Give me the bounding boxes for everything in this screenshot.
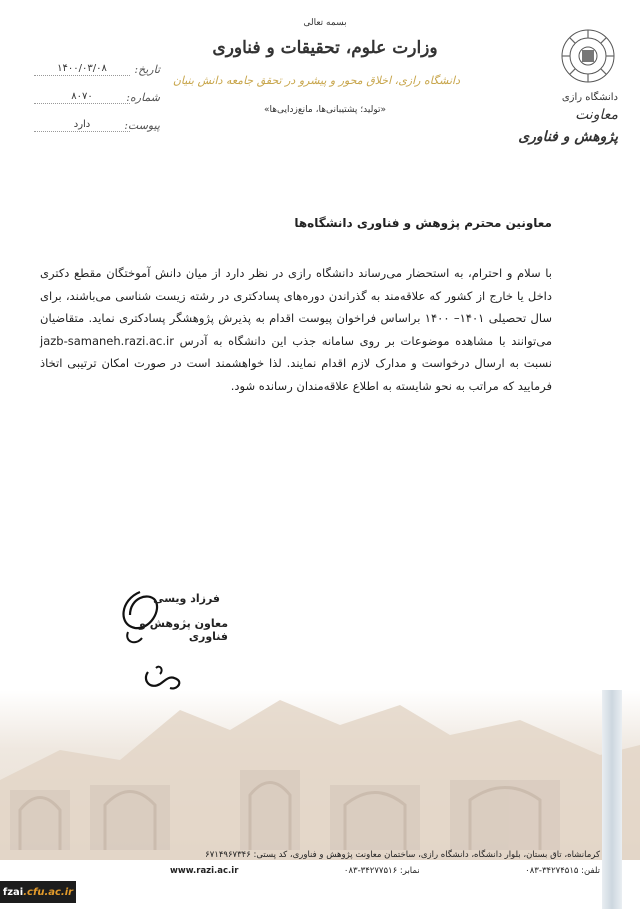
letter-body: با سلام و احترام، به استحضار می‌رساند دانشگاه رازی در نظر دارد از میان دانش آموختگان مقطع دکتری داخل یا خارج از کشور که علاقه‌مند به گذراندن دوره‌های پسادکتری در رشته زیست شناسی می‌باشند، برای سال تحصیلی ۱۴۰۱– ۱۴۰۰ براساس فراخوان پیوست اقدام به پذیرش پژوهشگر پسادکتری نماید. متقاضیان می‌توانند با مشاهده موضوعات بر روی سامانه جذب این دانشگاه به آدرس jazb-samaneh.razi.ac.ir نسبت به ارسال درخواست و مدارک لازم اقدام نمایند. لذا خواهشمند است در صورت امکان ترتیبی اتخاذ فرمایید که مراتب به نحو شایسته به اطلاع علاقه‌مندان رسانده شود.	[40, 266, 552, 393]
footer-fax: نمابر: ۳۴۲۷۷۵۱۶-۰۸۳	[343, 866, 420, 876]
letter-addressee: معاونین محترم پژوهش و فناوری دانشگاه‌ها	[294, 216, 552, 230]
ministry-title: وزارت علوم، تحقیقات و فناوری	[212, 38, 438, 58]
decorative-side-bar	[602, 690, 622, 909]
letterhead-center	[172, 18, 460, 115]
letter-meta	[30, 48, 160, 132]
footer-website-link[interactable]: www.razi.ac.ir	[170, 866, 239, 876]
footer-contact	[170, 866, 600, 876]
department-deputy: معاونت	[575, 107, 618, 123]
meta-attachment	[30, 104, 160, 132]
footer-address: کرمانشاه، تاق بستان، بلوار دانشگاه، دانشگاه رازی، ساختمان معاونت پژوهش و فناوری، کد پستی: ۶۷۱۴۹۶۷۳۴۶	[205, 850, 600, 860]
site-tag-prefix: fzai	[2, 886, 24, 898]
basmala: بسمه تعالی	[303, 18, 347, 28]
university-slogan: دانشگاه رازی، اخلاق محور و پیشرو در تحقق جامعه دانش بنیان	[172, 74, 460, 87]
department-title	[508, 92, 618, 145]
meta-date-label: تاریخ:	[134, 63, 160, 76]
meta-attachment-value: دارد	[34, 119, 130, 132]
campus-background-image	[0, 690, 640, 860]
meta-date	[30, 48, 160, 76]
meta-attachment-label: پیوست:	[124, 119, 160, 132]
signatory-title: معاون پژوهش و فناوری	[139, 617, 228, 643]
university-logo-icon	[560, 28, 616, 84]
site-watermark-tag[interactable]	[0, 881, 76, 903]
meta-number	[30, 76, 160, 104]
signature-block	[98, 592, 228, 643]
footer-phone: تلفن: ۳۴۲۷۴۵۱۵-۰۸۳	[525, 866, 600, 876]
meta-number-value: ۸۰۷۰	[34, 91, 130, 104]
signatory-name: فرزاد ویسی	[153, 592, 220, 605]
department-name: پژوهش و فناوری	[518, 129, 618, 145]
site-tag-suffix: .cfu.ac.ir	[23, 886, 74, 898]
meta-number-label: شماره:	[126, 91, 160, 104]
department-university: دانشگاه رازی	[561, 92, 618, 103]
letter-footer	[100, 850, 600, 876]
meta-date-value: ۱۴۰۰/۰۳/۰۸	[34, 63, 130, 76]
year-slogan: «تولید؛ پشتیبانی‌ها، مانع‌زدایی‌ها»	[264, 105, 386, 115]
